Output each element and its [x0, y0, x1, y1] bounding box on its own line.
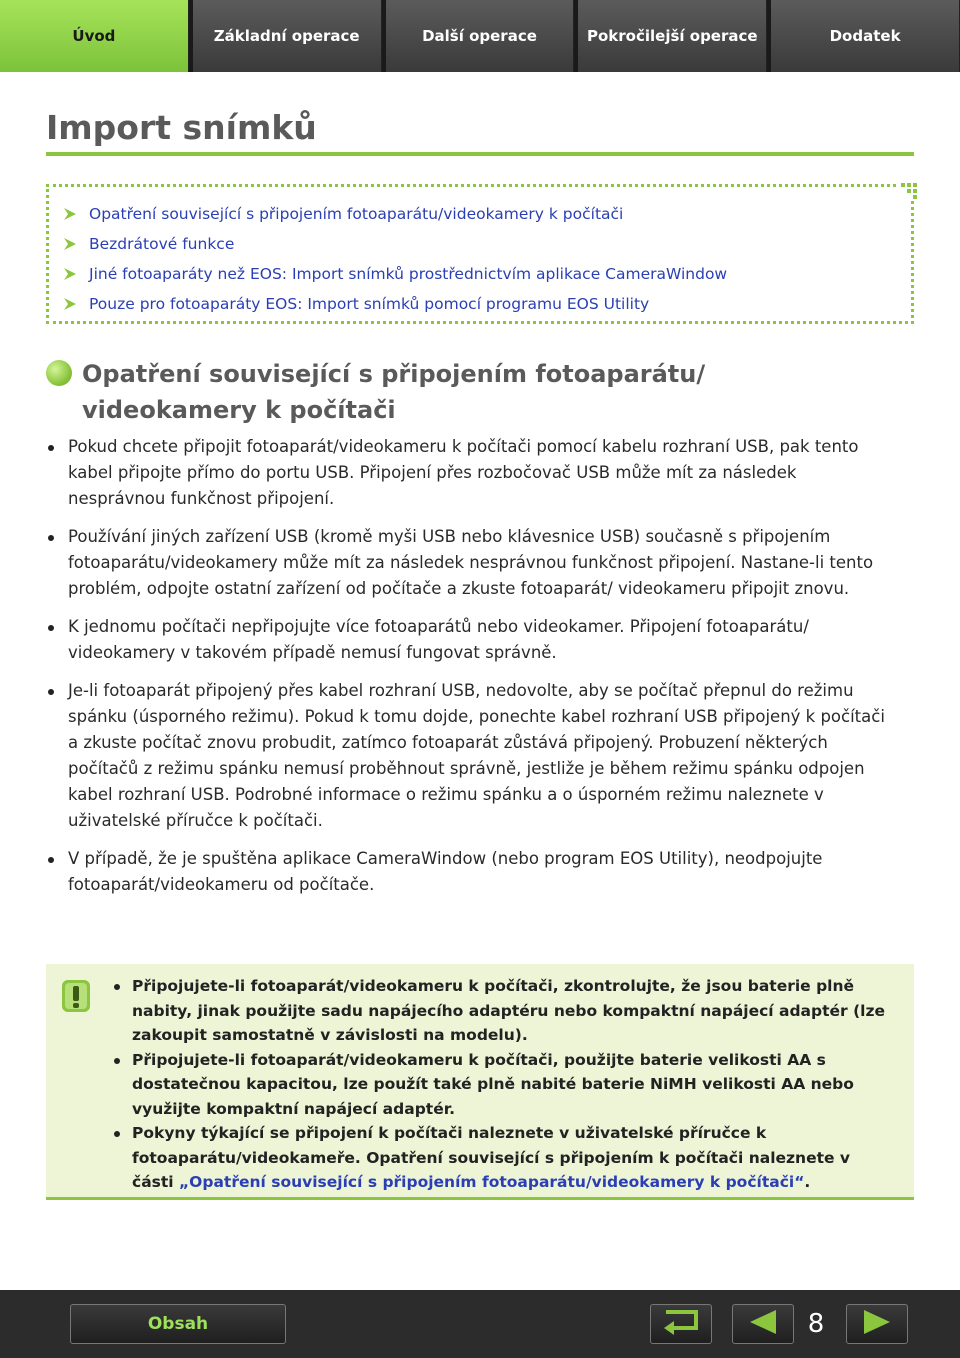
triangle-left-icon	[748, 1309, 778, 1339]
toc-link[interactable]	[63, 289, 727, 319]
tab-zakladni-operace[interactable]: Základní operace	[193, 0, 382, 72]
tab-uvod[interactable]: Úvod	[0, 0, 189, 72]
tab-pokrocilejsi-operace[interactable]: Pokročilejší operace	[578, 0, 767, 72]
list-item: K jednomu počítači nepřipojujte více fotoaparátů nebo videokamer. Připojení fotoaparátu/ videokamery v takovém případě nemusí fungovat správně.	[46, 614, 896, 666]
previous-page-button[interactable]	[732, 1304, 794, 1344]
note-item: Připojujete-li fotoaparát/videokameru k počítači, zkontrolujte, že jsou baterie plně nabity, jinak použijte sadu napájecího adaptéru nebo kompaktní napájecí adaptér (lze zakoupit samostatně v závislosti na modelu).	[114, 974, 894, 1048]
tab-dodatek[interactable]: Dodatek	[771, 0, 960, 72]
page-title: Import snímků	[46, 108, 317, 147]
precautions-link[interactable]: „Opatření související s připojením fotoaparátu/videokamery k počítači“	[179, 1173, 805, 1191]
toc-box	[46, 184, 914, 324]
title-divider	[46, 152, 914, 156]
arrow-right-icon	[63, 207, 77, 221]
precautions-list	[46, 434, 896, 910]
return-icon	[660, 1308, 702, 1340]
note-item: Pokyny týkající se připojení k počítači naleznete v uživatelské příručce k fotoaparátu/videokameře. Opatření související s připojením k počítači naleznete v části „Opatření související s připojením fotoaparátu/videokamery k počítači“.	[114, 1121, 894, 1195]
warning-icon	[60, 978, 92, 1014]
triangle-right-icon	[862, 1309, 892, 1339]
note-item: Připojujete-li fotoaparát/videokameru k počítači, použijte baterie velikosti AA s dostatečnou kapacitou, lze použít také plně nabité baterie NiMH velikosti AA nebo využijte kompaktní napájecí adaptér.	[114, 1048, 894, 1122]
back-button[interactable]	[650, 1304, 712, 1344]
warning-note	[46, 964, 914, 1200]
toc-link[interactable]	[63, 199, 727, 229]
toc-link[interactable]	[63, 259, 727, 289]
top-navigation	[0, 0, 960, 72]
list-item: Je-li fotoaparát připojený přes kabel rozhraní USB, nedovolte, aby se počítač přepnul do režimu spánku (úsporného režimu). Pokud k tomu dojde, ponechte kabel rozhraní USB připojený k počítači a zkuste počítač znovu probudit, zatímco fotoaparát zůstává připojený. Probuzení některých počítačů z režimu spánku nemusí proběhnout správně, jestliže je během režimu spánku odpojen kabel rozhraní USB. Podrobné informace o režimu spánku a o úsporném režimu naleznete v uživatelské příručce k počítači.	[46, 678, 896, 834]
toc-link[interactable]	[63, 229, 727, 259]
arrow-right-icon	[63, 297, 77, 311]
toc-link-label: Bezdrátové funkce	[89, 235, 235, 253]
section-title: Opatření související s připojením fotoaparátu/ videokamery k počítači	[82, 360, 706, 424]
list-item: Pokud chcete připojit fotoaparát/videokameru k počítači pomocí kabelu rozhraní USB, pak tento kabel připojte přímo do portu USB. Připojení přes rozbočovač USB může mít za následek nesprávnou funkčnost připojení.	[46, 434, 896, 512]
arrow-right-icon	[63, 267, 77, 281]
footer-bar	[0, 1290, 960, 1358]
toc-link-label: Pouze pro fotoaparáty EOS: Import snímků pomocí programu EOS Utility	[89, 295, 650, 313]
page-number: 8	[807, 1309, 825, 1339]
toc-link-label: Jiné fotoaparáty než EOS: Import snímků prostřednictvím aplikace CameraWindow	[89, 265, 728, 283]
dotted-corner-decoration	[899, 181, 917, 199]
tab-dalsi-operace[interactable]: Další operace	[386, 0, 575, 72]
arrow-right-icon	[63, 237, 77, 251]
section-bullet-icon	[46, 360, 72, 386]
list-item: V případě, že je spuštěna aplikace CameraWindow (nebo program EOS Utility), neodpojujte fotoaparát/videokameru od počítače.	[46, 846, 896, 898]
list-item: Používání jiných zařízení USB (kromě myši USB nebo klávesnice USB) současně s připojením fotoaparátu/videokamery může mít za následek nesprávnou funkčnost připojení. Nastane-li tento problém, odpojte ostatní zařízení od počítače a zkuste fotoaparát/ videokameru připojit znovu.	[46, 524, 896, 602]
toc-link-label: Opatření související s připojením fotoaparátu/videokamery k počítači	[89, 205, 624, 223]
contents-button[interactable]: Obsah	[70, 1304, 286, 1344]
next-page-button[interactable]	[846, 1304, 908, 1344]
